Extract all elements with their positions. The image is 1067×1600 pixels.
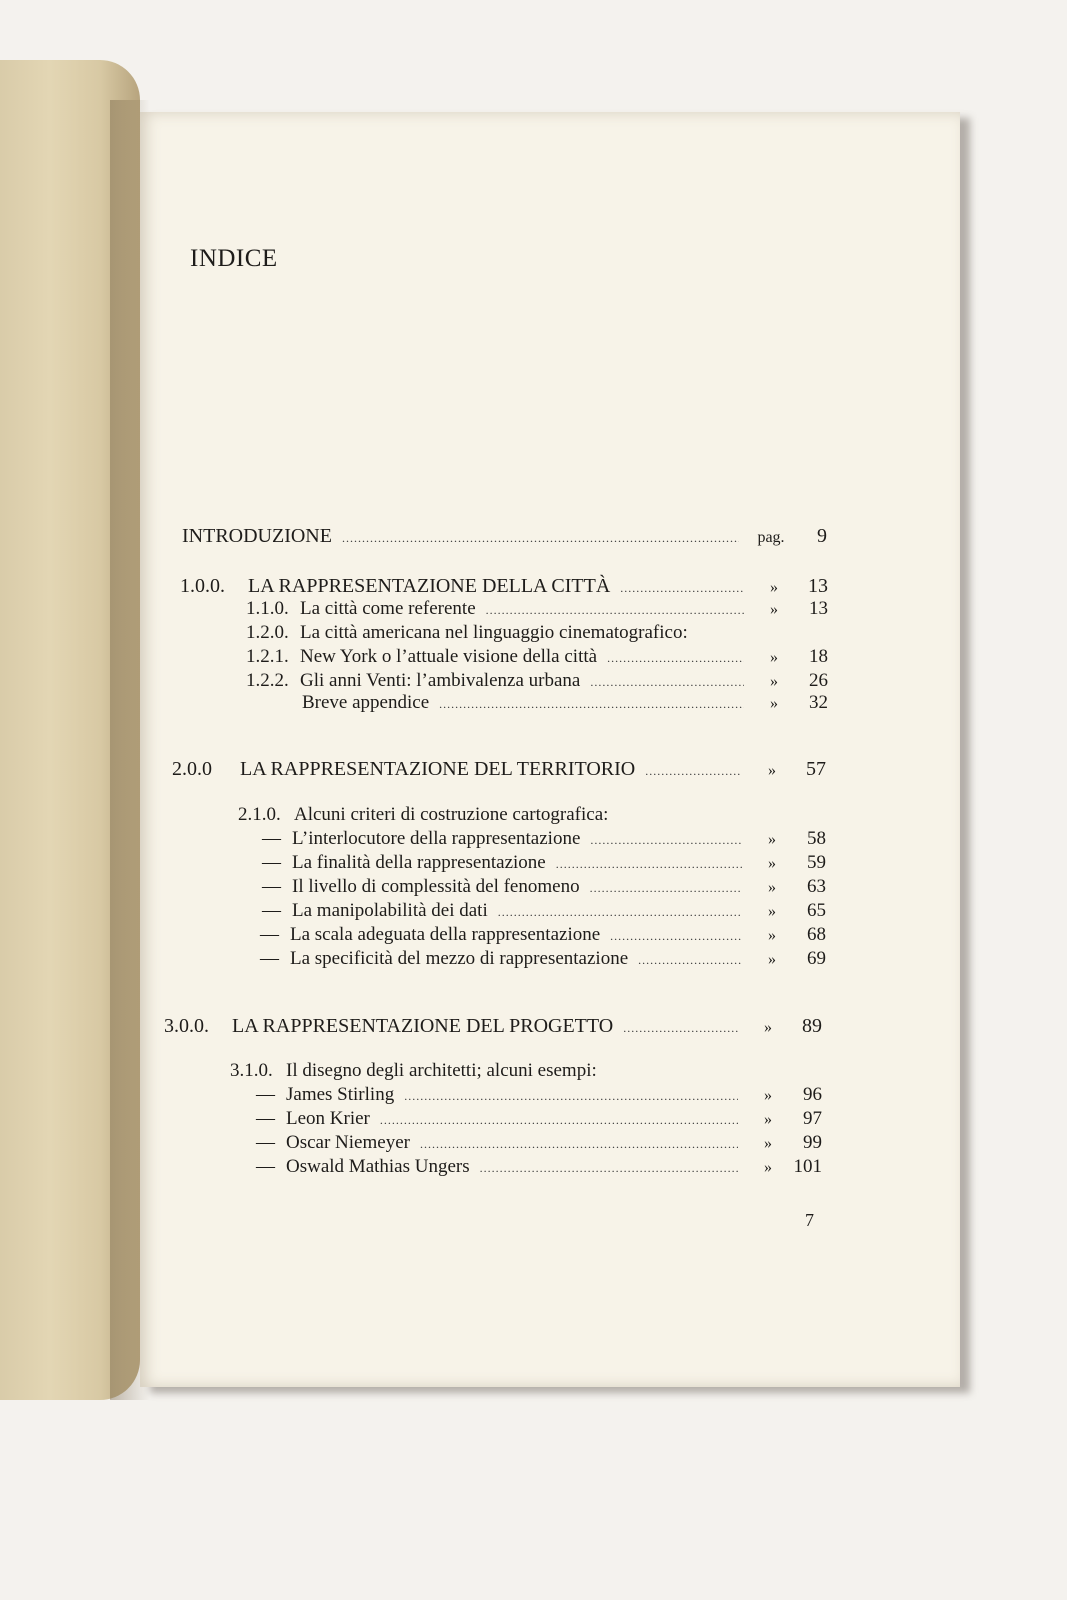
entry-label: La scala adeguata della rappresentazione xyxy=(290,924,601,945)
dash-bullet: — xyxy=(262,852,281,873)
leader-dots xyxy=(556,853,742,875)
section-number: 1.2.2. xyxy=(246,670,289,691)
page-marker: » xyxy=(764,1159,772,1176)
page-number: 26 xyxy=(809,670,828,691)
page-number: 101 xyxy=(793,1156,822,1177)
leader-dots xyxy=(620,577,744,599)
dash-bullet: — xyxy=(260,924,279,945)
page-marker: » xyxy=(768,762,776,779)
entry-label: Oscar Niemeyer xyxy=(286,1132,410,1153)
dash-bullet: — xyxy=(256,1156,275,1177)
toc-entry-1-1-0[interactable] xyxy=(246,598,828,621)
toc-entry-1-2-1[interactable] xyxy=(246,646,828,669)
leader-dots xyxy=(380,1109,738,1131)
leader-dots xyxy=(420,1133,738,1155)
entry-label: La città come referente xyxy=(300,598,476,619)
toc-entry-oscar-niemeyer[interactable] xyxy=(256,1132,822,1155)
toc-entry-scala[interactable] xyxy=(260,924,826,947)
page-number: 63 xyxy=(807,876,826,897)
entry-label: Il livello di complessità del fenomeno xyxy=(292,876,580,897)
toc-entry-manipolabilita[interactable] xyxy=(262,900,826,923)
page-marker: » xyxy=(770,649,778,666)
index-heading: INDICE xyxy=(190,245,278,272)
page-marker: » xyxy=(768,855,776,872)
page-number: 57 xyxy=(806,758,826,780)
leader-dots xyxy=(590,671,744,693)
entry-label: INTRODUZIONE xyxy=(182,525,332,547)
page-marker: » xyxy=(764,1111,772,1128)
toc-entry-1-2-2[interactable] xyxy=(246,670,828,693)
toc-entry-1-2-0[interactable] xyxy=(246,622,828,644)
page-number: 13 xyxy=(808,575,828,597)
leader-dots xyxy=(498,901,742,923)
leader-dots xyxy=(645,760,742,782)
entry-label: La manipolabilità dei dati xyxy=(292,900,488,921)
page-marker: » xyxy=(764,1019,772,1036)
entry-label: LA RAPPRESENTAZIONE DEL TERRITORIO xyxy=(240,758,636,780)
toc-entry-2-0-0[interactable] xyxy=(172,758,826,782)
dash-bullet: — xyxy=(260,948,279,969)
page-marker: » xyxy=(770,601,778,618)
page-number: 89 xyxy=(802,1015,822,1037)
page-number: 13 xyxy=(809,598,828,619)
section-number: 2.1.0. xyxy=(238,804,281,825)
toc-entry-3-1-0[interactable] xyxy=(230,1060,822,1082)
dash-bullet: — xyxy=(262,828,281,849)
section-number: 1.2.0. xyxy=(246,622,289,643)
dash-bullet: — xyxy=(256,1132,275,1153)
page-marker: » xyxy=(768,927,776,944)
toc-entry-finalita[interactable] xyxy=(262,852,826,875)
page-marker: » xyxy=(764,1087,772,1104)
toc-entry-introduzione[interactable] xyxy=(182,525,827,549)
page-number: 18 xyxy=(809,646,828,667)
entry-label: LA RAPPRESENTAZIONE DELLA CITTÀ xyxy=(248,575,611,597)
dash-bullet: — xyxy=(262,876,281,897)
section-number: 2.0.0 xyxy=(172,758,212,780)
toc-entry-3-0-0[interactable] xyxy=(164,1015,822,1039)
toc-entry-2-1-0[interactable] xyxy=(238,804,826,826)
leader-dots xyxy=(486,599,744,621)
entry-label: Alcuni criteri di costruzione cartografica: xyxy=(294,804,609,825)
toc-entry-1-0-0[interactable] xyxy=(180,575,828,599)
page-marker: » xyxy=(768,903,776,920)
toc-entry-interlocutore[interactable] xyxy=(262,828,826,851)
leader-dots xyxy=(590,829,742,851)
page-number: 96 xyxy=(803,1084,822,1105)
entry-label: Leon Krier xyxy=(286,1108,370,1129)
entry-label: New York o l’attuale visione della città xyxy=(300,646,598,667)
toc-entry-oswald-mathias-ungers[interactable] xyxy=(256,1156,822,1179)
folio-page-number: 7 xyxy=(805,1210,814,1230)
entry-label: La città americana nel linguaggio cinematografico: xyxy=(300,622,688,643)
leader-dots xyxy=(342,527,739,549)
leader-dots xyxy=(480,1157,738,1179)
leader-dots xyxy=(590,877,742,899)
section-number: 1.1.0. xyxy=(246,598,289,619)
leader-dots xyxy=(610,925,742,947)
toc-entry-james-stirling[interactable] xyxy=(256,1084,822,1107)
page-marker: » xyxy=(764,1135,772,1152)
toc-entry-breve-appendice[interactable] xyxy=(302,692,828,715)
page-number: 58 xyxy=(807,828,826,849)
section-number: 3.1.0. xyxy=(230,1060,273,1081)
toc-entry-leon-krier[interactable] xyxy=(256,1108,822,1131)
entry-label: La specificità del mezzo di rappresentazione xyxy=(290,948,629,969)
page-number: 59 xyxy=(807,852,826,873)
section-number: 1.0.0. xyxy=(180,575,225,597)
toc-entry-specificita[interactable] xyxy=(260,948,826,971)
section-number: 1.2.1. xyxy=(246,646,289,667)
toc-entry-complessita[interactable] xyxy=(262,876,826,899)
page-number: 65 xyxy=(807,900,826,921)
page-marker: » xyxy=(770,695,778,712)
leader-dots xyxy=(404,1085,738,1107)
page-marker: pag. xyxy=(757,529,785,546)
section-number: 3.0.0. xyxy=(164,1015,209,1037)
page-marker: » xyxy=(770,579,778,596)
entry-label: Gli anni Venti: l’ambivalenza urbana xyxy=(300,670,581,691)
entry-label: La finalità della rappresentazione xyxy=(292,852,546,873)
leader-dots xyxy=(439,693,744,715)
entry-label: Breve appendice xyxy=(302,692,430,713)
entry-label: LA RAPPRESENTAZIONE DEL PROGETTO xyxy=(232,1015,614,1037)
entry-label: Il disegno degli architetti; alcuni esempi: xyxy=(286,1060,597,1081)
dash-bullet: — xyxy=(256,1084,275,1105)
page-number: 99 xyxy=(803,1132,822,1153)
page-marker: » xyxy=(768,951,776,968)
page-number: 69 xyxy=(807,948,826,969)
page-number: 32 xyxy=(809,692,828,713)
entry-label: James Stirling xyxy=(286,1084,395,1105)
leader-dots xyxy=(607,647,744,669)
page-marker: » xyxy=(768,879,776,896)
entry-label: L’interlocutore della rappresentazione xyxy=(292,828,581,849)
dash-bullet: — xyxy=(262,900,281,921)
page-number: 9 xyxy=(817,525,827,547)
dash-bullet: — xyxy=(256,1108,275,1129)
page-marker: » xyxy=(770,673,778,690)
leader-dots xyxy=(638,949,742,971)
page-marker: » xyxy=(768,831,776,848)
entry-label: Oswald Mathias Ungers xyxy=(286,1156,470,1177)
leader-dots xyxy=(623,1017,738,1039)
page-number: 68 xyxy=(807,924,826,945)
page-number: 97 xyxy=(803,1108,822,1129)
